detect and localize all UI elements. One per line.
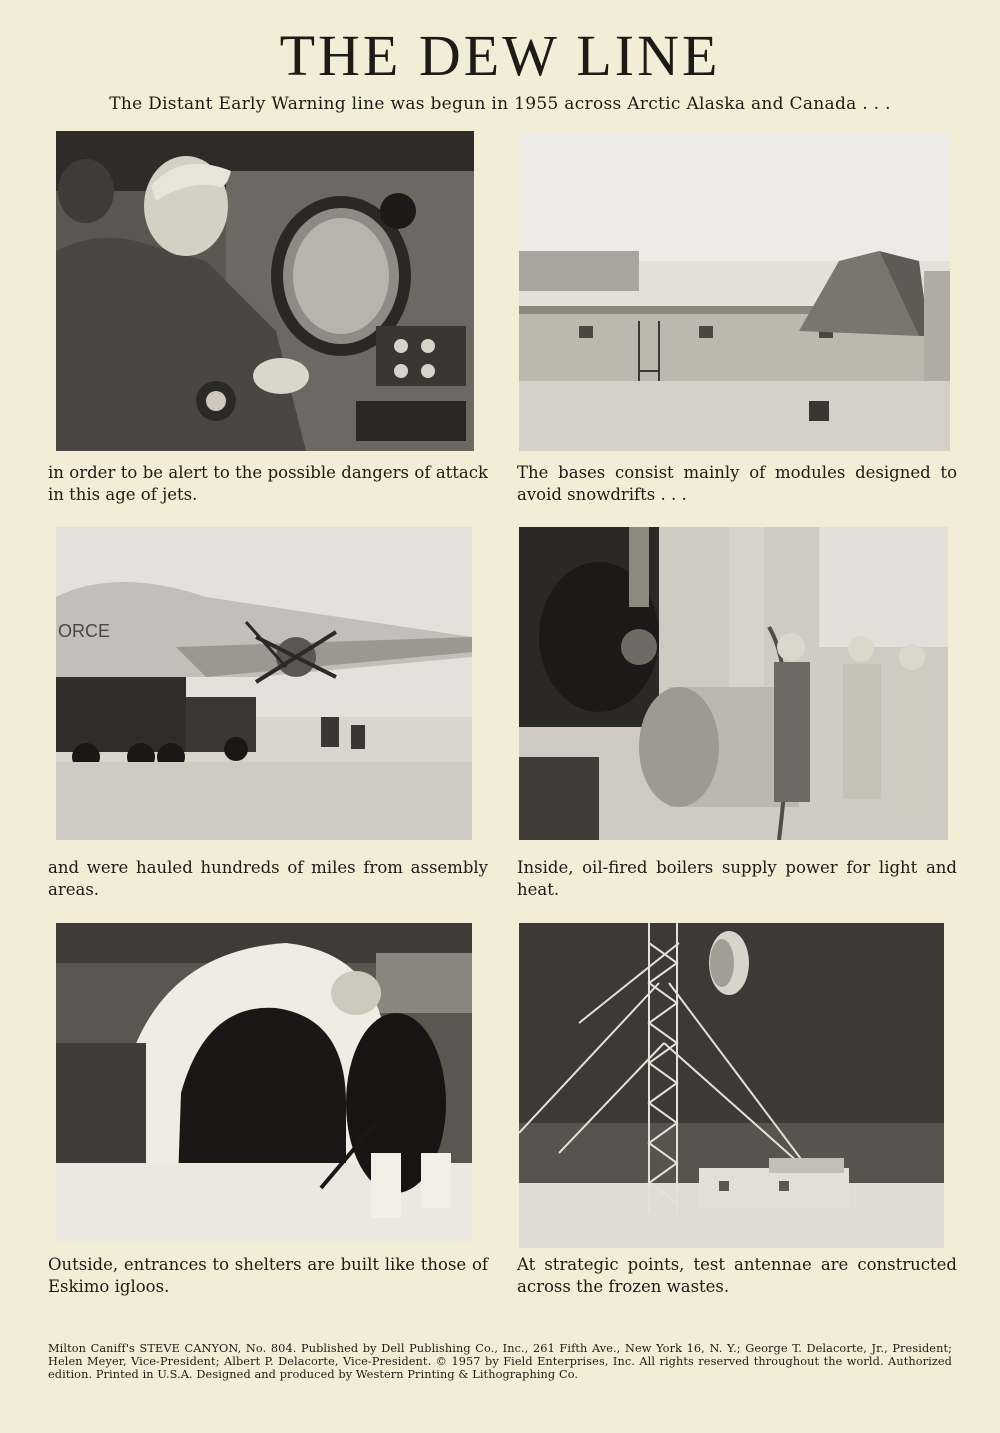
photo-boiler-room <box>519 527 948 840</box>
caption-4: Inside, oil-fired boilers supply power for light and heat. <box>517 858 957 899</box>
caption-1: in order to be alert to the possible dangers of attack in this age of jets. <box>48 463 488 504</box>
photo-base-modules <box>519 131 950 451</box>
photo-antenna-tower <box>519 923 944 1248</box>
photo-radar-operator <box>56 131 474 451</box>
caption-3: and were hauled hundreds of miles from assembly areas. <box>48 858 488 899</box>
publication-credits: Milton Caniff's STEVE CANYON, No. 804. Published by Dell Publishing Co., Inc., 261 Fifth Ave., New York 16, N. Y.; George T. Delacorte, Jr., President; Helen Meyer, Vice-President; Albert P. Delacorte, Vice-President. © 1957 by Field Enterprises, Inc. All rights reserved throughout the world. Authorized edition. Printed in U.S.A. Designed and produced by Western Printing & Lithographing Co. <box>48 1342 952 1381</box>
page-subtitle: The Distant Early Warning line was begun in 1955 across Arctic Alaska and Canada . . . <box>109 94 891 114</box>
page-title: THE DEW LINE <box>279 23 721 88</box>
caption-2: The bases consist mainly of modules designed to avoid snowdrifts . . . <box>517 463 957 504</box>
photo-airplane-truck <box>56 527 472 840</box>
caption-5: Outside, entrances to shelters are built like those of Eskimo igloos. <box>48 1255 488 1296</box>
caption-6: At strategic points, test antennae are constructed across the frozen wastes. <box>517 1255 957 1296</box>
photo-igloo-entrance <box>56 923 472 1241</box>
plane-lettering: ORCE <box>58 621 111 641</box>
